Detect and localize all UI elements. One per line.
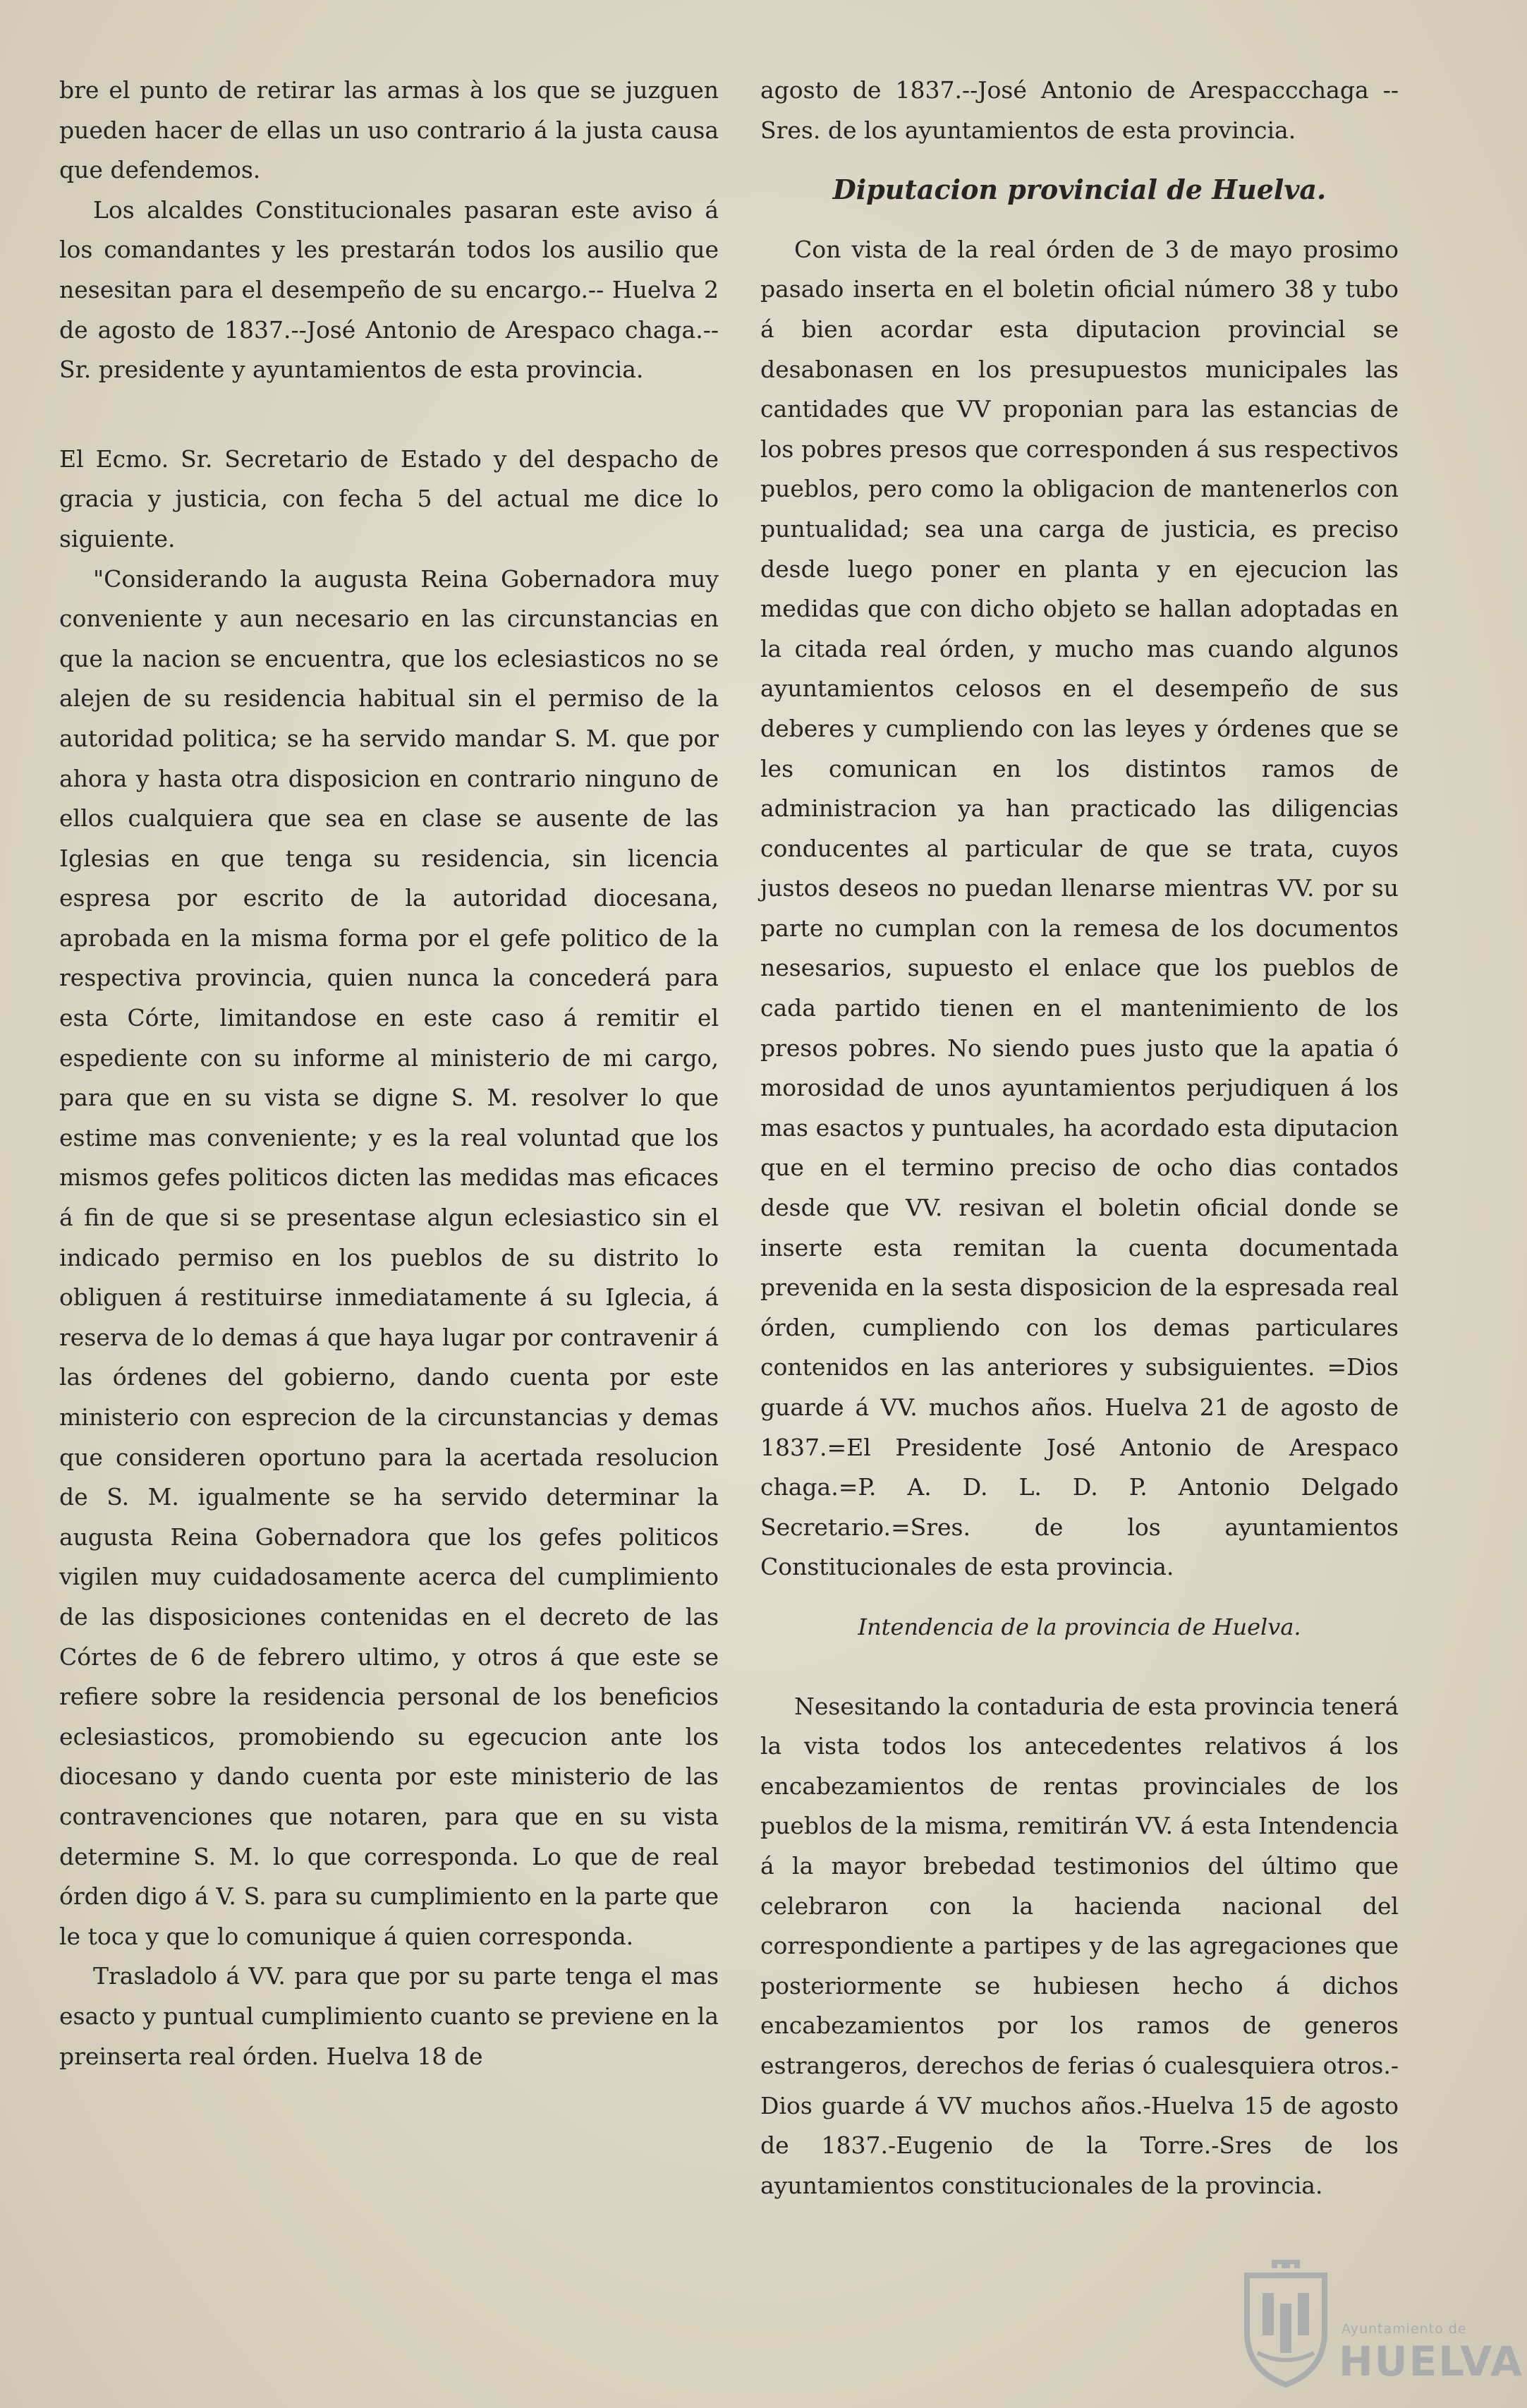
watermark-city: HUELVA	[1339, 2337, 1524, 2385]
left-paragraph-4: "Considerando la augusta Reina Gobernadora muy conveniente y aun necesario en las circunstancias en que la nacion se encuentra, que los eclesiasticos no se alejen de su residencia habitual sin el permiso de la autoridad politica; se ha servido mandar S. M. que por ahora y hasta otra disposicion en contrario ninguno de ellos cualquiera que sea en clase se ausente de las Iglesias en que tenga su residencia, sin licencia espresa por escrito de la autoridad diocesana, aprobada en la misma forma por el gefe politico de la respectiva provincia, quien nunca la concederá para esta Córte, limitandose en este caso á remitir el espediente con su informe al ministerio de mi cargo, para que en su vista se digne S. M. resolver lo que estime mas conveniente; y es la real voluntad que los mismos gefes politicos dicten las medidas mas eficaces á fin de que si se presentase algun eclesiastico sin el indicado permiso en los pueblos de su distrito lo obliguen á restituirse inmediatamente á su Iglecia, á reserva de lo demas á que haya lugar por contravenir á las órdenes del gobierno, dando cuenta por este ministerio con espreсion de la circunstancias y demas que consideren oportuno para la acertada resolucion de S. M. igualmente se ha servido determinar la augusta Reina Gobernadora que los gefes politicos vigilen muy cuidadosamente acerca del cumplimiento de las disposiciones contenidas en el decreto de las Córtes de 6 de febrero ultimo, y otros á que este se refiere sobre la residencia personal de los beneficios eclesiasticos, promobiendo su egecucion ante los diocesano y dando cuenta por este ministerio de las contravenciones que notaren, para que en su vista determine S. M. lo que corresponda. Lo que de real órden digo á V. S. para su cumplimiento en la parte que le toca y que lo comunique á quien corresponda.	[59, 564, 719, 1950]
crest-icon	[1233, 2254, 1339, 2388]
right-paragraph-1: agosto de 1837.--José Antonio de Arespaccchaga --Sres. de los ayuntamientos de esta provincia.	[760, 76, 1399, 144]
right-paragraph-3: Nesesitando la contaduria de esta provincia tenerá la vista todos los antecedentes relativos á los encabezamientos de rentas provinciales de los pueblos de la misma, remitirán VV. á esta Intendencia á la mayor brebedad testimonios del último que celebraron con la hacienda nacional del correspondiente a partipes y de las agregaciones que posteriormente se hubiesen hecho á dichos encabezamientos por los ramos de generos estrangeros, derechos de ferias ó cualesquiera otros.-Dios guarde á VV muchos años.-Huelva 15 de agosto de 1837.-Eugenio de la Torre.-Sres de los ayuntamientos constitucionales de la provincia.	[760, 1692, 1399, 2199]
heading-diputacion: Diputacion provincial de Huelva.	[832, 174, 1327, 206]
right-paragraph-2: Con vista de la real órden de 3 de mayo prosimo pasado inserta en el boletin oficial número 38 y tubo á bien acordar esta diputacion provincial se desabonasen en los presupuestos municipales las cantidades que VV proponian para las estancias de los pobres presos que corresponden á sus respectivos pueblos, pero como la obligacion de mantenerlos con puntualidad; sea una carga de justicia, es preciso desde luego poner en planta y en ejecucion las medidas que con dicho objeto se hallan adoptadas en la citada real órden, y mucho mas cuando algunos ayuntamientos celosos en el desempeño de sus deberes y cumpliendo con las leyes y órdenes que se les comunican en los distintos ramos de administracion ya han practicado las diligencias conducentes al particular de que se trata, cuyos justos deseos no puedan llenarse mientras VV. por su parte no cumplan con la remesa de los documentos nesesarios, supuesto el enlace que los pueblos de cada partido tienen en el mantenimiento de los presos pobres. No siendo pues justo que la apatia ó morosidad de unos ayuntamientos perjudiquen á los mas esactos y puntuales, ha acordado esta diputacion que en el termino preciso de ocho dias contados desde que VV. resivan el boletin oficial donde se inserte esta remitan la cuenta documentada prevenida en la sesta disposicion de la espresada real órden, cumpliendo con los demas particulares contenidos en las anteriores y subsiguientes. =Dios guarde á VV. muchos años. Huelva 21 de agosto de 1837.=El Presidente José Antonio de Arespaco chaga.=P. A. D. L. D. P. Antonio Delgado Secretario.=Sres. de los ayuntamientos Constitucionales de esta provincia.	[760, 235, 1399, 1581]
watermark-top-text: Ayuntamiento de	[1342, 2321, 1467, 2337]
ayuntamiento-huelva-watermark	[1227, 2254, 1524, 2395]
left-paragraph-1: bre el punto de retirar las armas à los que se juzguen pueden hacer de ellas un uso contrario á la justa causa que defendemos.	[59, 76, 719, 184]
left-paragraph-5: Trasladolo á VV. para que por su parte tenga el mas esacto y puntual cumplimiento cuanto se previene en la preinserta real órden. Huelva 18 de	[59, 1962, 719, 2070]
left-column	[59, 71, 719, 2076]
heading-intendencia: Intendencia de la provincia de Huelva.	[858, 1613, 1301, 1640]
left-paragraph-3: El Ecmo. Sr. Secretario de Estado y del despacho de gracia y justicia, con fecha 5 del actual me dice lo siguiente.	[59, 444, 719, 552]
right-column	[760, 71, 1399, 2206]
left-paragraph-2: Los alcaldes Constitucionales pasaran este aviso á los comandantes y les prestarán todos los ausilio que nesesitan para el desempeño de su encargo.-- Huelva 2 de agosto de 1837.--José Antonio de Arespaco chaga.--Sr. presidente y ayuntamientos de esta provincia.	[59, 195, 719, 384]
